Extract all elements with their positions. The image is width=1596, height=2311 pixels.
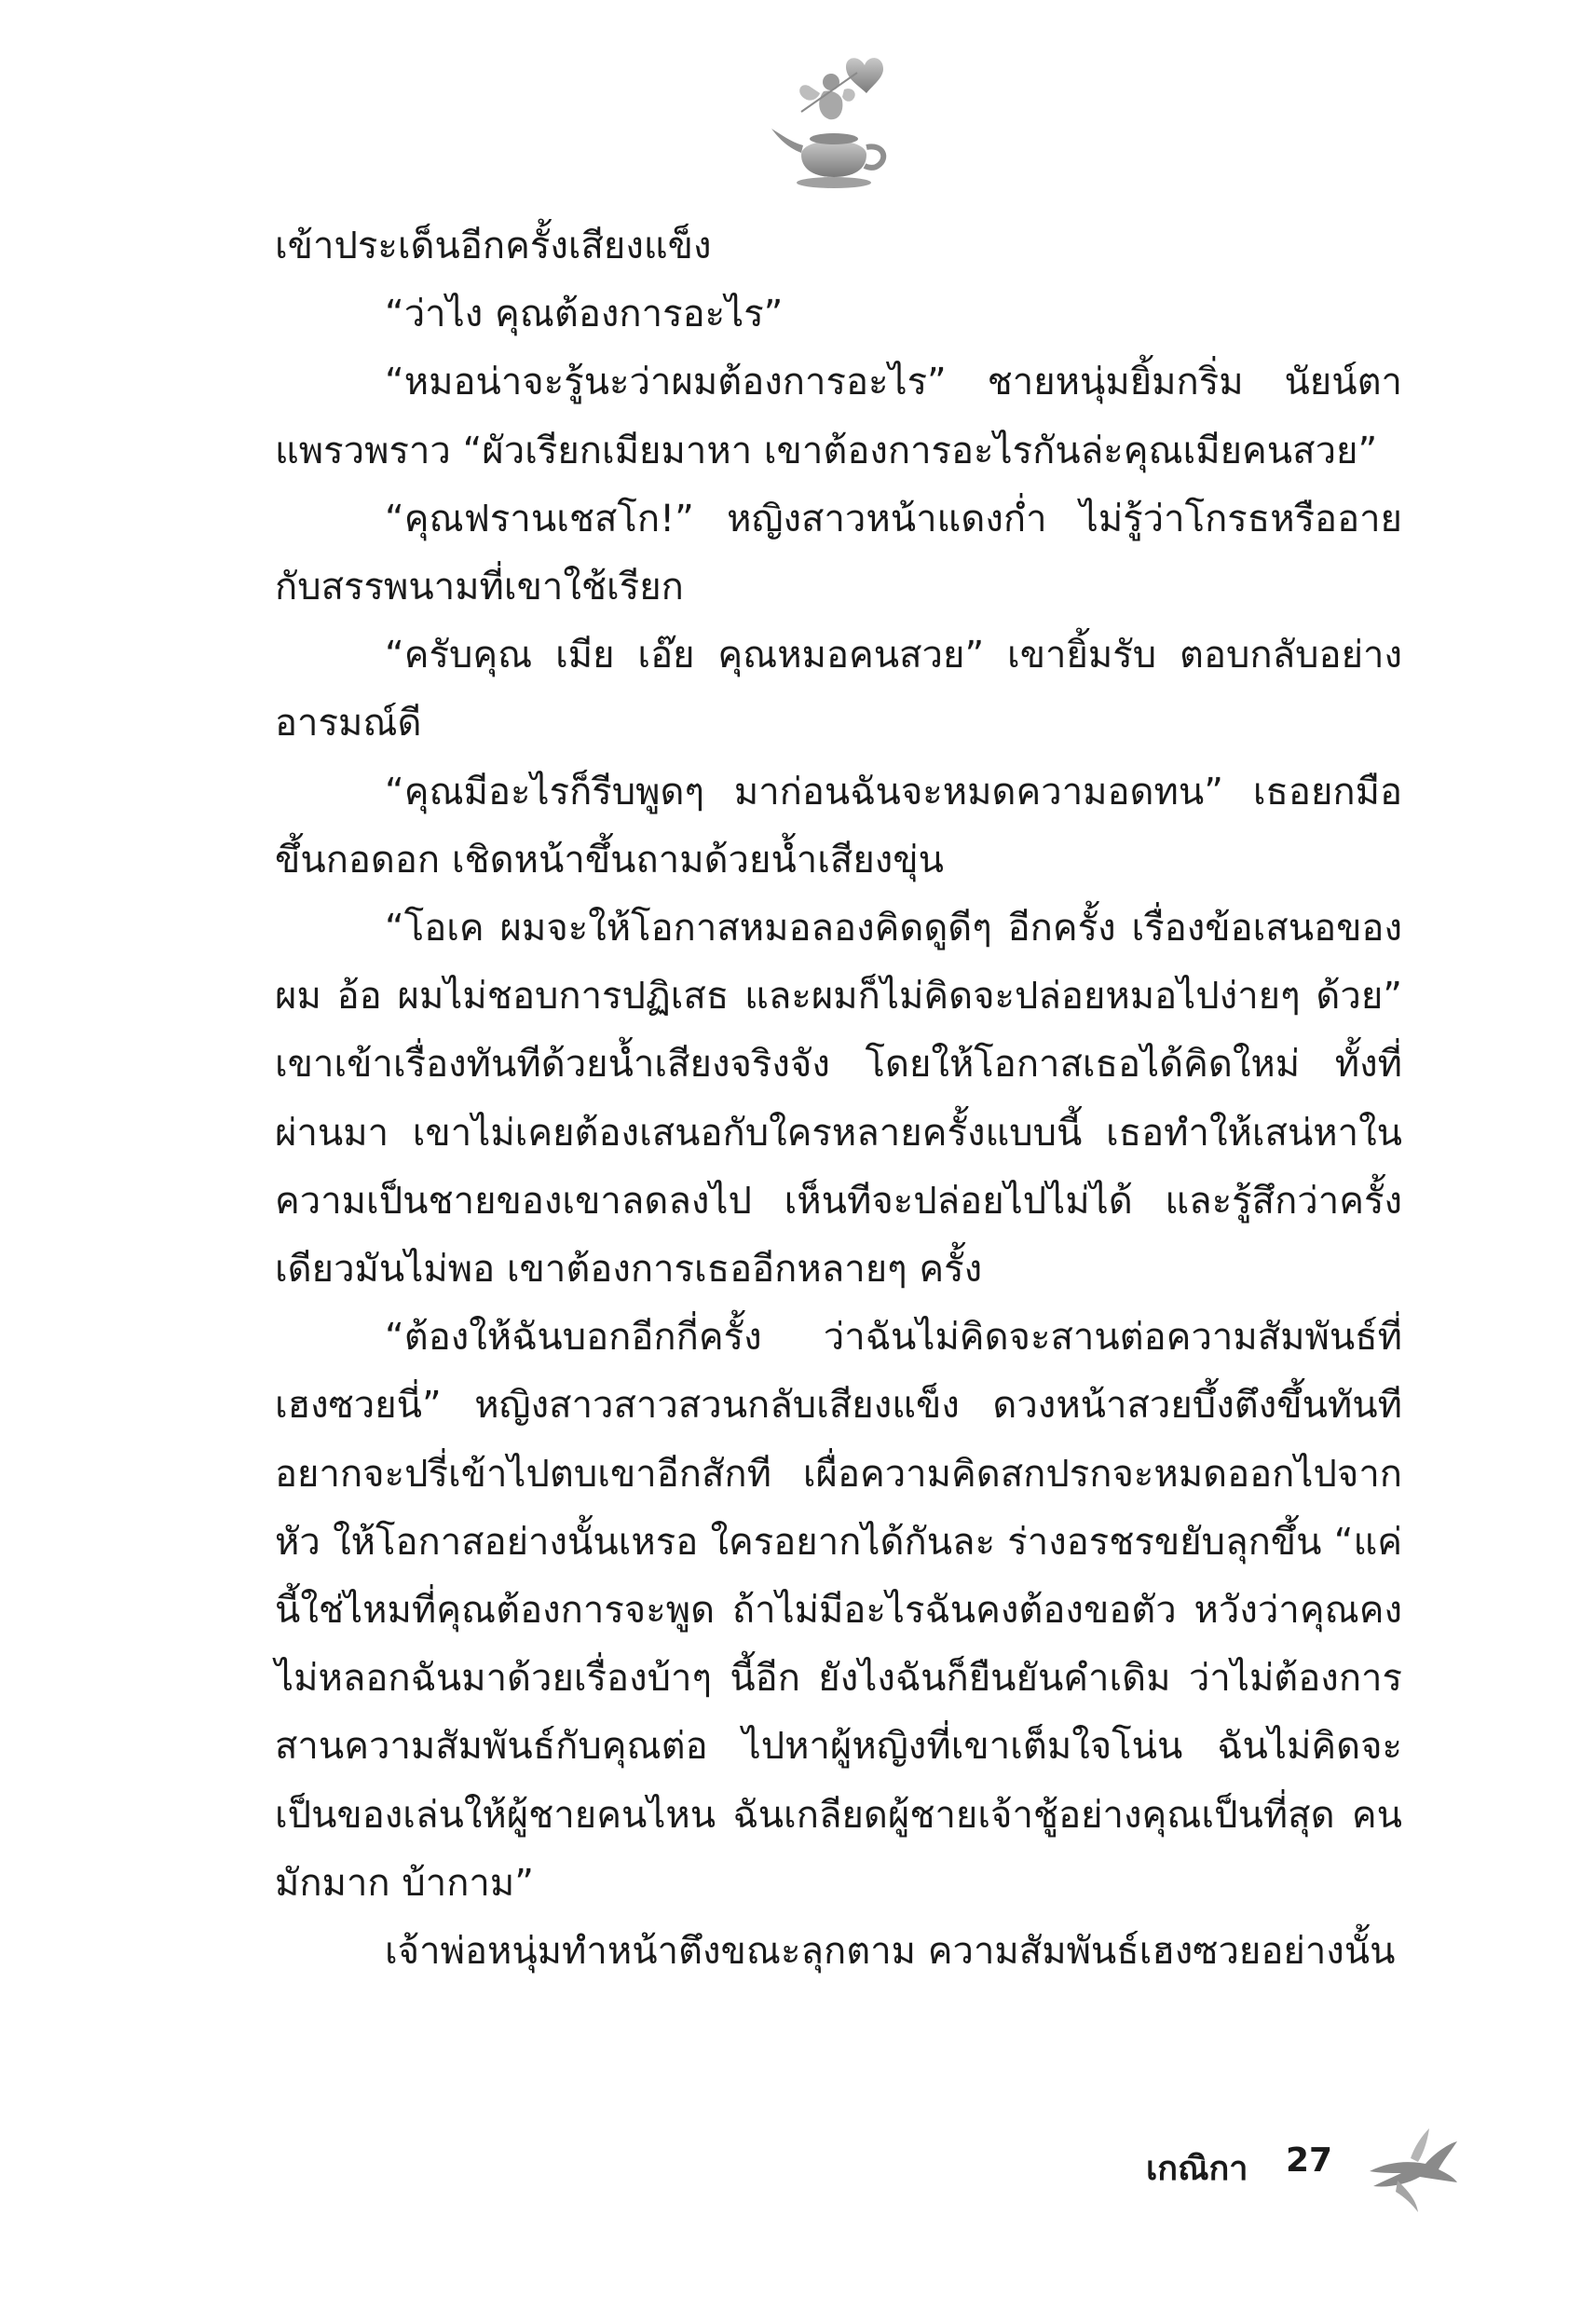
page-number: 27 bbox=[1286, 2141, 1333, 2180]
paragraph: เจ้าพ่อหนุ่มทำหน้าตึงขณะลุกตาม ความสัมพันธ์เฮงซวยอย่างนั้น bbox=[385, 1930, 1396, 1974]
page-footer bbox=[1146, 2115, 1463, 2227]
paragraph: “ครับคุณ เมีย เอ๊ย คุณหมอคนสวย” เขายิ้มรับ ตอบกลับอย่างอารมณ์ดี bbox=[275, 634, 1402, 745]
paragraph: “คุณฟรานเชสโก!” หญิงสาวหน้าแดงก่ำ ไม่รู้ว่าโกรธหรืออายกับสรรพนามที่เขาใช้เรียก bbox=[275, 497, 1402, 609]
paragraph: “หมอน่าจะรู้นะว่าผมต้องการอะไร” ชายหนุ่มยิ้มกริ่ม นัยน์ตาแพรวพราว “ผัวเรียกเมียมาหา เขาต้องการอะไรกันล่ะคุณเมียคนสวย” bbox=[275, 361, 1402, 472]
chapter-body-text bbox=[275, 212, 1402, 1986]
paragraph: “โอเค ผมจะให้โอกาสหมอลองคิดดูดีๆ อีกครั้ง เรื่องข้อเสนอของผม อ้อ ผมไม่ชอบการปฏิเสธ และผมก็ไม่คิดจะปล่อยหมอไปง่ายๆ ด้วย” เขาเข้าเรื่องทันทีด้วยน้ำเสียงจริงจัง โดยให้โอกาสเธอได้คิดใหม่ ทั้งที่ผ่านมา เขาไม่เคยต้องเสนอกับใครหลายครั้งแบบนี้ เธอทำให้เสน่หาในความเป็นชายของเขาลดลงไป เห็นทีจะปล่อยไปไม่ได้ และรู้สึกว่าครั้งเดียวมันไม่พอ เขาต้องการเธออีกหลายๆ ครั้ง bbox=[275, 907, 1402, 1292]
paragraph: เข้าประเด็นอีกครั้งเสียงแข็ง bbox=[275, 225, 712, 267]
paragraph: “คุณมีอะไรก็รีบพูดๆ มาก่อนฉันจะหมดความอดทน” เธอยกมือขึ้นกอดอก เชิดหน้าขึ้นถามด้วยน้ำเสียงขุ่น bbox=[275, 770, 1402, 882]
paragraph: “ต้องให้ฉันบอกอีกกี่ครั้ง ว่าฉันไม่คิดจะสานต่อความสัมพันธ์ที่เฮงซวยนี่” หญิงสาวสาวสวนกลับเสียงแข็ง ดวงหน้าสวยบึ้งตึงขึ้นทันที อยากจะปรี่เข้าไปตบเขาอีกสักที เผื่อความคิดสกปรกจะหมดออกไปจากหัว ให้โอกาสอย่างนั้นเหรอ ใครอยากได้กันละ ร่างอรชรขยับลุกขึ้น “แค่นี้ใช่ไหมที่คุณต้องการจะพูด ถ้าไม่มีอะไรฉันคงต้องขอตัว หวังว่าคุณคงไม่หลอกฉันมาด้วยเรื่องบ้าๆ นี้อีก ยังไงฉันก็ยืนยันคำเดิม ว่าไม่ต้องการสานความสัมพันธ์กับคุณต่อ ไปหาผู้หญิงที่เขาเต็มใจโน่น ฉันไม่คิดจะเป็นของเล่นให้ผู้ชายคนไหน ฉันเกลียดผู้ชายเจ้าชู้อย่างคุณเป็นที่สุด คนมักมาก บ้ากาม” bbox=[275, 1316, 1402, 1905]
teapot-cupid-ornament-icon bbox=[764, 45, 904, 203]
paragraph: “ว่าไง คุณต้องการอะไร” bbox=[385, 293, 784, 336]
book-title: เกณิกา bbox=[1146, 2150, 1248, 2188]
bird-ornament-icon bbox=[1360, 2115, 1463, 2218]
